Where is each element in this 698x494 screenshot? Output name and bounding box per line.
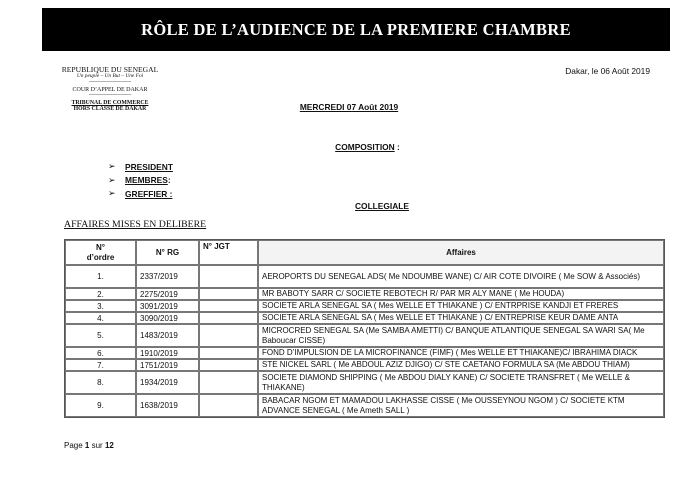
document-date: Dakar, le 06 Août 2019: [565, 66, 650, 76]
cell-affaire: STE NICKEL SARL ( Me ABDOUL AZIZ DJIGO) C/ STE CAETANO FORMULA SA (Me ABDOU THIAM): [258, 359, 664, 371]
cell-jgt: [199, 324, 258, 347]
cell-rg: 3090/2019: [136, 312, 199, 324]
cell-ordre: 3.: [65, 300, 136, 312]
table-row: [65, 300, 664, 312]
cell-rg: 3091/2019: [136, 300, 199, 312]
republic-name: REPUBLIQUE DU SENEGAL: [61, 65, 159, 74]
ordre-header-line2: d’ordre: [86, 252, 115, 262]
role-name: MEMBRES: [125, 175, 168, 186]
composition-roles: [108, 160, 173, 201]
arrow-bullet-icon: ➢: [108, 174, 116, 185]
role-president: [108, 160, 173, 174]
page-label: Page: [64, 441, 83, 450]
arrow-bullet-icon: ➢: [108, 161, 116, 172]
table-row: [65, 288, 664, 300]
role-membres: [108, 174, 173, 188]
table-row: [65, 265, 664, 288]
cell-affaire: AEROPORTS DU SENEGAL ADS( Me NDOUMBE WANE) C/ AIR COTE DIVOIRE ( Me SOW & Associés): [258, 265, 664, 288]
section-title: AFFAIRES MISES EN DELIBERE: [64, 219, 207, 230]
cell-ordre: 2.: [65, 288, 136, 300]
page-banner-title: RÔLE DE L’AUDIENCE DE LA PREMIERE CHAMBRE: [42, 8, 670, 51]
cell-ordre: 1.: [65, 265, 136, 288]
cell-affaire: FOND D’IMPULSION DE LA MICROFINANCE (FIMF) ( Mes WELLE ET THIAKANE)C/ IBRAHIMA DIACK: [258, 347, 664, 359]
cell-rg: 1483/2019: [136, 324, 199, 347]
tribunal-name-line1: TRIBUNAL DE COMMERCE: [71, 99, 149, 106]
cell-rg: 1934/2019: [136, 371, 199, 394]
ordre-header-line1: N°: [96, 243, 105, 253]
national-motto: Un peuple – Un But – Une Foi: [76, 73, 144, 80]
cell-jgt: [199, 265, 258, 288]
cell-jgt: [199, 359, 258, 371]
column-header-ordre: [65, 240, 136, 265]
page-of-label: sur: [91, 441, 103, 450]
composition-label: COMPOSITION: [335, 142, 395, 152]
cell-rg: 2275/2019: [136, 288, 199, 300]
cell-ordre: 9.: [65, 394, 136, 417]
role-greffier: [108, 187, 173, 201]
affairs-table: [64, 239, 665, 418]
cell-jgt: [199, 394, 258, 417]
column-header-affaires: Affaires: [258, 240, 664, 265]
cell-affaire: SOCIETE ARLA SENEGAL SA ( Mes WELLE ET THIAKANE ) C/ ENTREPRISE KEUR DAME ANTA: [258, 312, 664, 324]
cell-jgt: [199, 347, 258, 359]
collegiale-label: COLLEGIALE: [355, 201, 409, 211]
cell-affaire: MICROCRED SENEGAL SA (Me SAMBA AMETTI) C/ BANQUE ATLANTIQUE SENEGAL SA WARI SA( Me Baboucar CISSE): [258, 324, 664, 347]
column-header-jgt: N° JGT: [199, 240, 258, 265]
table-row: [65, 312, 664, 324]
letterhead-separator: -------------------------------: [88, 80, 132, 86]
cell-jgt: [199, 288, 258, 300]
page-total: 12: [104, 441, 114, 450]
role-suffix: :: [167, 175, 171, 186]
page-current: 1: [84, 441, 90, 450]
role-name: GREFFIER :: [125, 188, 173, 199]
hearing-date: MERCREDI 07 Août 2019: [299, 102, 399, 112]
cell-affaire: SOCIETE DIAMOND SHIPPING ( Me ABDOU DIALY KANE) C/ SOCIETE TRANSFRET ( Me WELLE & THIAKANE): [258, 371, 664, 394]
cell-jgt: [199, 371, 258, 394]
cell-ordre: 5.: [65, 324, 136, 347]
court-name: COUR D’APPEL DE DAKAR: [72, 86, 148, 93]
cell-rg: 1751/2019: [136, 359, 199, 371]
composition-heading: [0, 142, 698, 152]
column-header-rg: N° RG: [136, 240, 199, 265]
cell-rg: 1910/2019: [136, 347, 199, 359]
cell-affaire: MR BABOTY SARR C/ SOCIETE REBOTECH R/ PAR MR ALY MANE ( Me HOUDA): [258, 288, 664, 300]
table-row: [65, 347, 664, 359]
cell-affaire: SOCIETE ARLA SENEGAL SA ( Mes WELLE ET THIAKANE ) C/ ENTRPRISE KANDJI ET FRERES: [258, 300, 664, 312]
cell-rg: 1638/2019: [136, 394, 199, 417]
cell-ordre: 8.: [65, 371, 136, 394]
cell-jgt: [199, 312, 258, 324]
cell-ordre: 6.: [65, 347, 136, 359]
tribunal-name-line2: HORS CLASSE DE DAKAR: [73, 106, 147, 113]
table-row: [65, 359, 664, 371]
arrow-bullet-icon: ➢: [108, 188, 116, 199]
table-row: [65, 324, 664, 347]
cell-rg: 2337/2019: [136, 265, 199, 288]
table-row: [65, 394, 664, 417]
letterhead-separator: -------------------------------: [88, 93, 132, 99]
cell-affaire: BABACAR NGOM ET MAMADOU LAKHASSE CISSE ( Me OUSSEYNOU NGOM ) C/ SOCIETE KTM ADVANCE SENEGAL ( Me Ameth SALL ): [258, 394, 664, 417]
role-name: PRESIDENT: [125, 161, 173, 172]
composition-suffix: :: [394, 142, 400, 152]
page-footer: [64, 441, 114, 450]
cell-ordre: 4.: [65, 312, 136, 324]
table-header-row: [65, 240, 664, 265]
cell-ordre: 7.: [65, 359, 136, 371]
table-row: [65, 371, 664, 394]
cell-jgt: [199, 300, 258, 312]
